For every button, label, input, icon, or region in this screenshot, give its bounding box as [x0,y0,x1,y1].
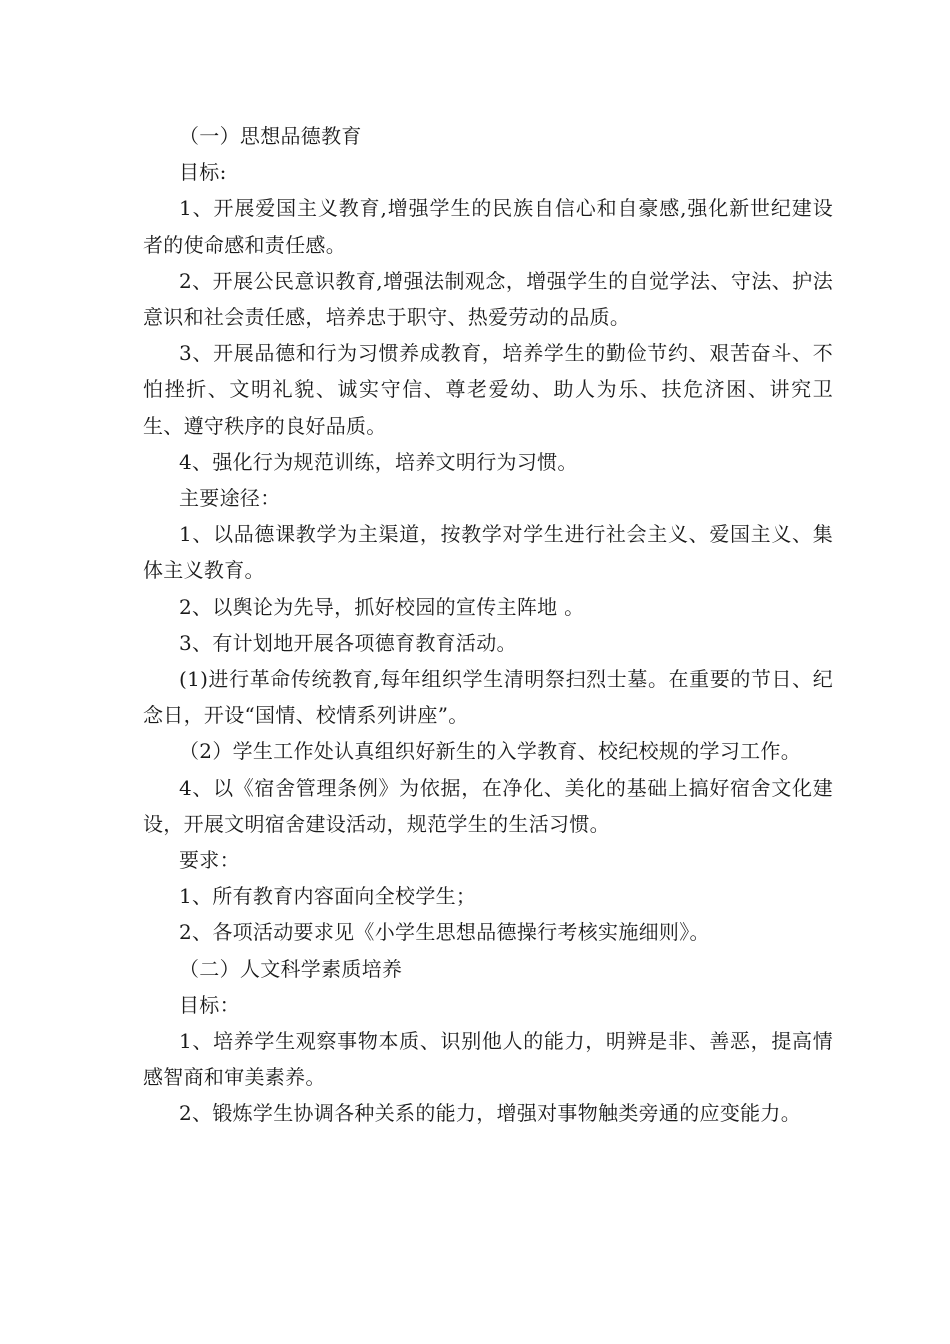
humanities-goal-item-2: 2、锻炼学生协调各种关系的能力，增强对事物触类旁通的应变能力。 [179,1101,802,1126]
goal-item-4: 4、强化行为规范训练，培养文明行为习惯。 [179,449,578,474]
approach-subitem-2: （2）学生工作处认真组织好新生的入学教育、校纪校规的学习工作。 [179,739,802,764]
requirements-heading: 要求： [179,848,240,873]
goal-item-1: 1、开展爱国主义教育,增强学生的民族自信心和自豪感,强化新世纪建设者的使命感和责任感。 [143,196,833,257]
approach-subitem-1: (1)进行革命传统教育,每年组织学生清明祭扫烈士墓。在重要的节日、纪念日，开设“国情、校情系列讲座”。 [143,667,833,728]
section-heading-humanities: （二）人文科学素质培养 [179,956,403,981]
requirement-item-1: 1、所有教育内容面向全校学生； [179,884,477,909]
humanities-goal-item-1: 1、培养学生观察事物本质、识别他人的能力，明辨是非、善恶，提高情感智商和审美素养。 [143,1029,833,1090]
goals-heading: 目标: [179,160,227,185]
document-body [143,118,833,1132]
approach-item-4: 4、以《宿舍管理条例》为依据，在净化、美化的基础上搞好宿舍文化建设，开展文明宿舍建设活动，规范学生的生活习惯。 [143,775,833,836]
approach-item-3: 3、有计划地开展各项德育教育活动。 [179,630,517,655]
goal-item-3: 3、开展品德和行为习惯养成教育，培养学生的勤俭节约、艰苦奋斗、不怕挫折、文明礼貌、诚实守信、尊老爱幼、助人为乐、扶危济困、讲究卫生、遵守秩序的良好品质。 [143,341,833,438]
requirement-item-2: 2、各项活动要求见《小学生思想品德操行考核实施细则》。 [179,920,710,945]
approaches-heading: 主要途径： [179,486,281,511]
approach-item-2: 2、以舆论为先导，抓好校园的宣传主阵地 。 [179,594,585,619]
goal-item-2: 2、开展公民意识教育,增强法制观念，增强学生的自觉学法、守法、护法意识和社会责任感，培养忠于职守、热爱劳动的品质。 [143,268,833,330]
approach-item-1: 1、以品德课教学为主渠道，按教学对学生进行社会主义、爱国主义、集体主义教育。 [143,522,833,583]
section-heading-moral-education: （一）思想品德教育 [179,124,362,148]
goals-heading-2: 目标： [179,992,240,1017]
